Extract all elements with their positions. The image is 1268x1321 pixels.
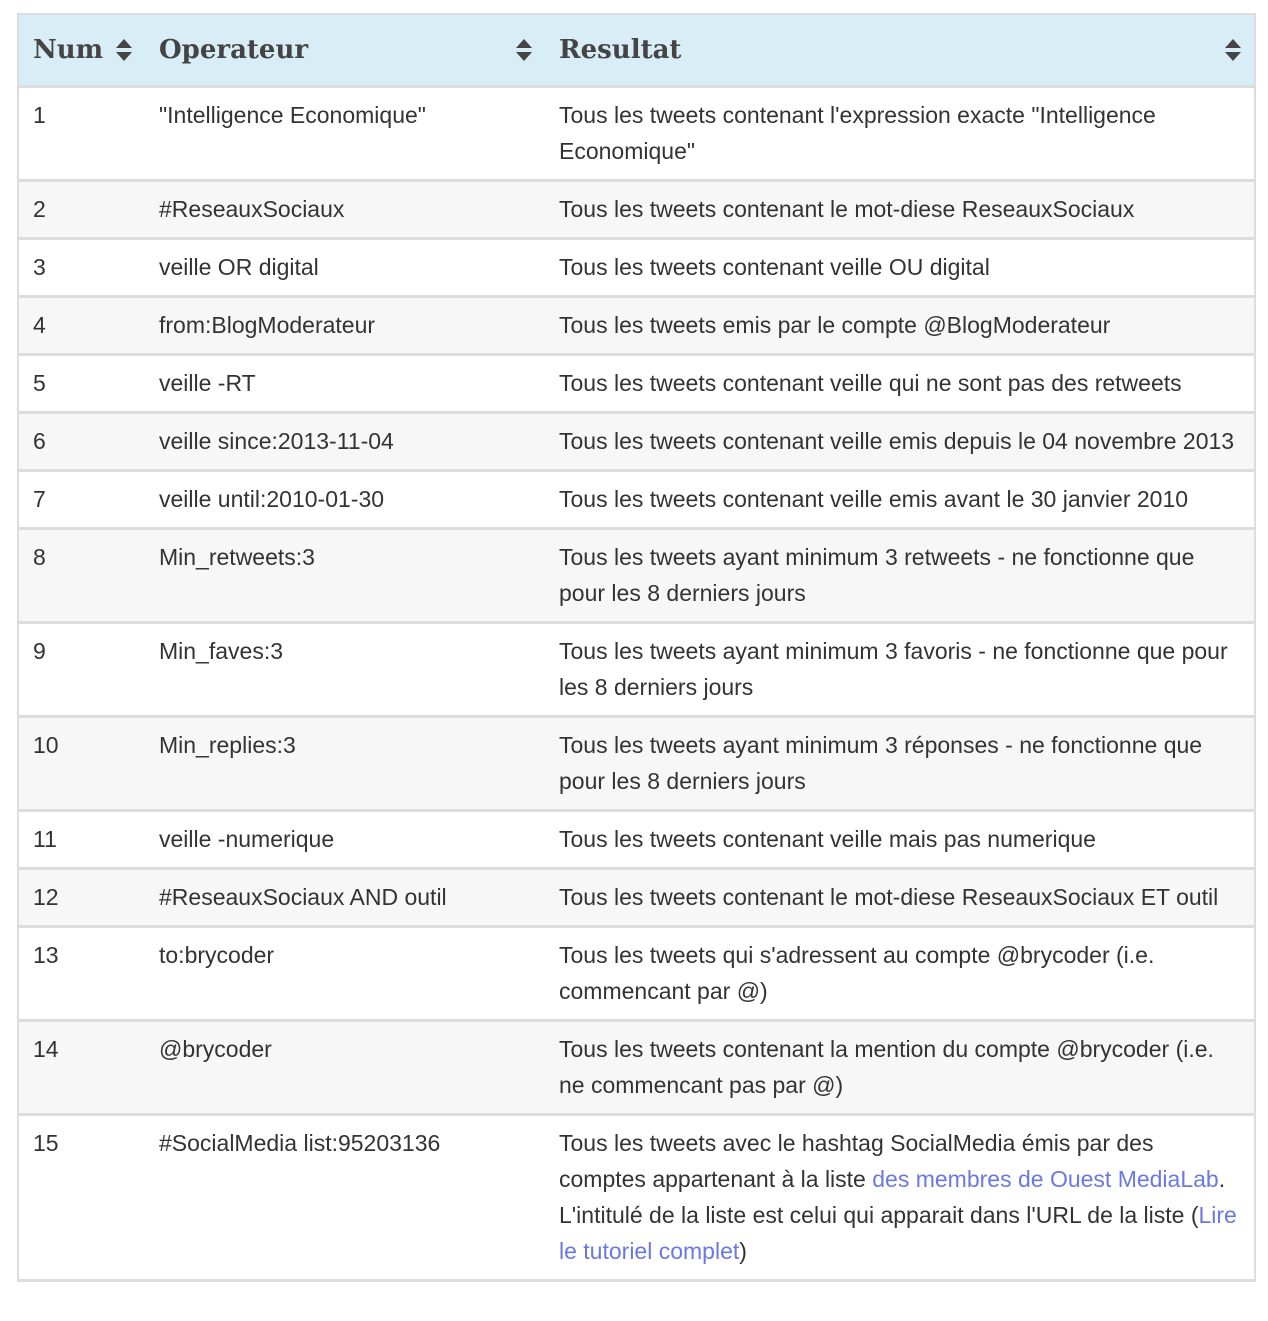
link-ouest-medialab-members[interactable]: des membres de Ouest MediaLab — [872, 1166, 1219, 1192]
column-header-operateur-label: Operateur — [159, 35, 309, 65]
table-row — [19, 181, 1254, 239]
cell-num: 11 — [19, 811, 145, 869]
table-row — [19, 623, 1254, 717]
cell-resultat — [545, 1115, 1254, 1281]
table-row-15 — [19, 1115, 1254, 1281]
table-row — [19, 355, 1254, 413]
cell-num: 3 — [19, 239, 145, 297]
cell-num: 5 — [19, 355, 145, 413]
operators-table-container — [17, 13, 1256, 1282]
cell-resultat: Tous les tweets ayant minimum 3 favoris - ne fonctionne que pour les 8 derniers jours — [545, 623, 1254, 717]
table-row — [19, 297, 1254, 355]
cell-resultat: Tous les tweets contenant le mot-diese ReseauxSociaux ET outil — [545, 869, 1254, 927]
cell-operateur: veille -numerique — [145, 811, 545, 869]
table-row — [19, 869, 1254, 927]
cell-operateur: "Intelligence Economique" — [145, 87, 545, 181]
cell-operateur: @brycoder — [145, 1021, 545, 1115]
header-row — [19, 15, 1254, 87]
cell-num: 7 — [19, 471, 145, 529]
cell-operateur: veille until:2010-01-30 — [145, 471, 545, 529]
cell-resultat: Tous les tweets contenant le mot-diese ReseauxSociaux — [545, 181, 1254, 239]
column-header-num-label: Num — [33, 35, 104, 65]
cell-operateur: veille since:2013-11-04 — [145, 413, 545, 471]
cell-operateur: #ReseauxSociaux — [145, 181, 545, 239]
sort-up-down-icon[interactable] — [1224, 38, 1242, 62]
cell-resultat: Tous les tweets qui s'adressent au compte @brycoder (i.e. commencant par @) — [545, 927, 1254, 1021]
cell-resultat: Tous les tweets emis par le compte @BlogModerateur — [545, 297, 1254, 355]
table-header — [19, 15, 1254, 87]
cell-operateur: veille -RT — [145, 355, 545, 413]
link-tutorial[interactable]: Lire le tutoriel complet — [559, 1202, 1237, 1264]
cell-num: 13 — [19, 927, 145, 1021]
resultat-text: ) — [739, 1238, 747, 1264]
table-body — [19, 87, 1254, 1281]
cell-num: 10 — [19, 717, 145, 811]
cell-num: 1 — [19, 87, 145, 181]
sort-up-down-icon[interactable] — [515, 38, 533, 62]
cell-resultat: Tous les tweets contenant la mention du compte @brycoder (i.e. ne commencant pas par @) — [545, 1021, 1254, 1115]
cell-num: 2 — [19, 181, 145, 239]
cell-resultat: Tous les tweets contenant veille qui ne sont pas des retweets — [545, 355, 1254, 413]
table-row — [19, 927, 1254, 1021]
cell-resultat: Tous les tweets contenant veille emis depuis le 04 novembre 2013 — [545, 413, 1254, 471]
cell-operateur: #ReseauxSociaux AND outil — [145, 869, 545, 927]
table-row — [19, 239, 1254, 297]
cell-resultat: Tous les tweets contenant l'expression exacte "Intelligence Economique" — [545, 87, 1254, 181]
cell-operateur: from:BlogModerateur — [145, 297, 545, 355]
cell-resultat: Tous les tweets contenant veille OU digital — [545, 239, 1254, 297]
column-header-resultat-label: Resultat — [559, 35, 682, 65]
cell-operateur: Min_faves:3 — [145, 623, 545, 717]
cell-operateur: veille OR digital — [145, 239, 545, 297]
table-row — [19, 529, 1254, 623]
cell-resultat: Tous les tweets ayant minimum 3 retweets - ne fonctionne que pour les 8 derniers jours — [545, 529, 1254, 623]
table-row — [19, 87, 1254, 181]
cell-num: 6 — [19, 413, 145, 471]
table-row — [19, 811, 1254, 869]
cell-resultat: Tous les tweets ayant minimum 3 réponses - ne fonctionne que pour les 8 derniers jours — [545, 717, 1254, 811]
resultat-text: Tous les tweets avec le hashtag SocialMedia émis par des comptes appartenant à la liste — [559, 1130, 1154, 1192]
cell-resultat: Tous les tweets contenant veille emis avant le 30 janvier 2010 — [545, 471, 1254, 529]
table-row — [19, 717, 1254, 811]
cell-num: 4 — [19, 297, 145, 355]
cell-operateur: to:brycoder — [145, 927, 545, 1021]
column-header-resultat[interactable] — [545, 15, 1254, 87]
cell-num: 12 — [19, 869, 145, 927]
resultat-text: . L'intitulé de la liste est celui qui apparait dans l'URL de la liste ( — [559, 1166, 1226, 1228]
cell-num: 14 — [19, 1021, 145, 1115]
cell-resultat: Tous les tweets contenant veille mais pas numerique — [545, 811, 1254, 869]
table-row — [19, 1021, 1254, 1115]
sort-up-down-icon[interactable] — [115, 38, 133, 62]
table-row — [19, 413, 1254, 471]
cell-operateur: Min_replies:3 — [145, 717, 545, 811]
cell-num: 15 — [19, 1115, 145, 1281]
cell-operateur: Min_retweets:3 — [145, 529, 545, 623]
column-header-num[interactable] — [19, 15, 145, 87]
cell-num: 8 — [19, 529, 145, 623]
table-row — [19, 471, 1254, 529]
column-header-operateur[interactable] — [145, 15, 545, 87]
cell-num: 9 — [19, 623, 145, 717]
cell-operateur: #SocialMedia list:95203136 — [145, 1115, 545, 1281]
operators-table — [19, 15, 1254, 1282]
